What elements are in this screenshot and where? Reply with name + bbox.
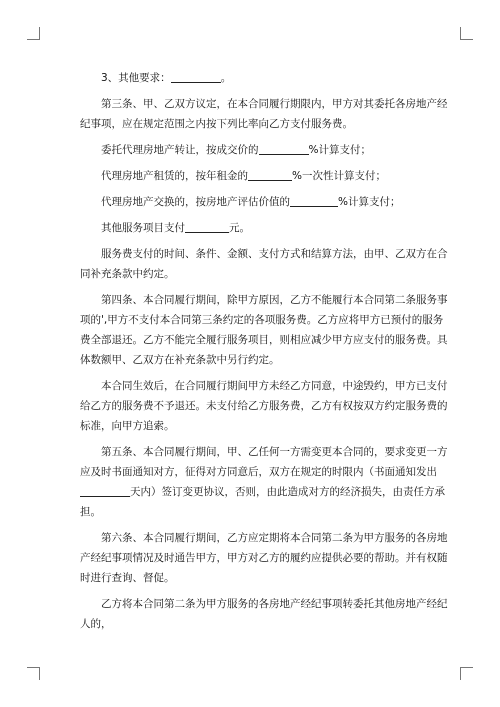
crop-mark-top-left	[27, 27, 40, 40]
subcontract-paragraph: 乙方将本合同第二条为甲方服务的各房地产经纪事项转委托其他房地产经纪人的，	[80, 598, 448, 630]
article-5-text-end: 天内）签订变更协议，否则，由此造成对方的经济损失，由责任方承担。	[80, 486, 445, 518]
other-requirements-end: 。	[220, 72, 232, 84]
crop-mark-bottom-right	[460, 667, 473, 680]
fee-other-line	[80, 218, 448, 238]
breach-paragraph: 本合同生效后，在合同履行期间甲方未经乙方同意，中途毁约，甲方已支付给乙方的服务费不予退还。未支付给乙方服务费，乙方有权按双方约定服务费的标准，向甲方追索。	[80, 380, 448, 432]
crop-mark-top-right	[460, 27, 473, 40]
fee-transfer-line	[80, 140, 448, 160]
blank-field	[80, 484, 130, 497]
fee-other-unit: 元。	[229, 222, 250, 234]
blank-field	[290, 194, 338, 207]
article-5-text: 第五条、本合同履行期间，甲、乙任何一方需变更本合同的，要求变更一方应及时书面通知对方，征得对方同意后，双方在规定的时限内（书面通知发出	[80, 446, 448, 478]
other-requirements-label: 3、其他要求：	[101, 72, 171, 84]
article-6-paragraph: 第六条、本合同履行期间，乙方应定期将本合同第二条为甲方服务的各房地产经纪事项情况及时通告甲方，甲方对乙方的履约应提供必要的帮助。并有权随时进行查询、督促。	[80, 532, 448, 584]
fee-transfer-text: 委托代理房地产转让，按成交价的	[101, 144, 259, 156]
fee-transfer-unit: %计算支付；	[308, 144, 371, 156]
fee-lease-unit: %一次性计算支付；	[292, 170, 386, 182]
payment-terms-paragraph: 服务费支付的时间、条件、金额、支付方式和结算方法，由甲、乙双方在合同补充条款中约定。	[80, 248, 448, 280]
article-5-paragraph	[80, 442, 448, 522]
article-4-paragraph: 第四条、本合同履行期间，除甲方原因，乙方不能履行本合同第二条服务事项的',甲方不支付本合同第三条约定的各项服务费。乙方应将甲方已预付的服务费全部退还。乙方不能完全履行服务项目，则相应减少甲方应支付的服务费。具体数额甲、乙双方在补充条款中另行约定。	[80, 294, 448, 366]
fee-other-text: 其他服务项目支付	[101, 222, 185, 234]
fee-exchange-line	[80, 192, 448, 212]
other-requirements-line	[80, 68, 448, 88]
fee-lease-text: 代理房地产租赁的，按年租金的	[101, 170, 248, 182]
document-body	[80, 68, 448, 640]
fee-exchange-text: 代理房地产交换的，按房地产评估价值的	[101, 196, 290, 208]
article-3-paragraph: 第三条、甲、乙双方议定，在本合同履行期限内，甲方对其委托各房地产经纪事项，应在规定范围之内按下列比率向乙方支付服务费。	[80, 98, 448, 130]
blank-field	[185, 220, 229, 233]
blank-field	[171, 70, 221, 83]
fee-lease-line	[80, 166, 448, 186]
fee-exchange-unit: %计算支付；	[338, 196, 401, 208]
crop-mark-bottom-left	[27, 667, 40, 680]
blank-field	[259, 142, 309, 155]
blank-field	[248, 168, 292, 181]
